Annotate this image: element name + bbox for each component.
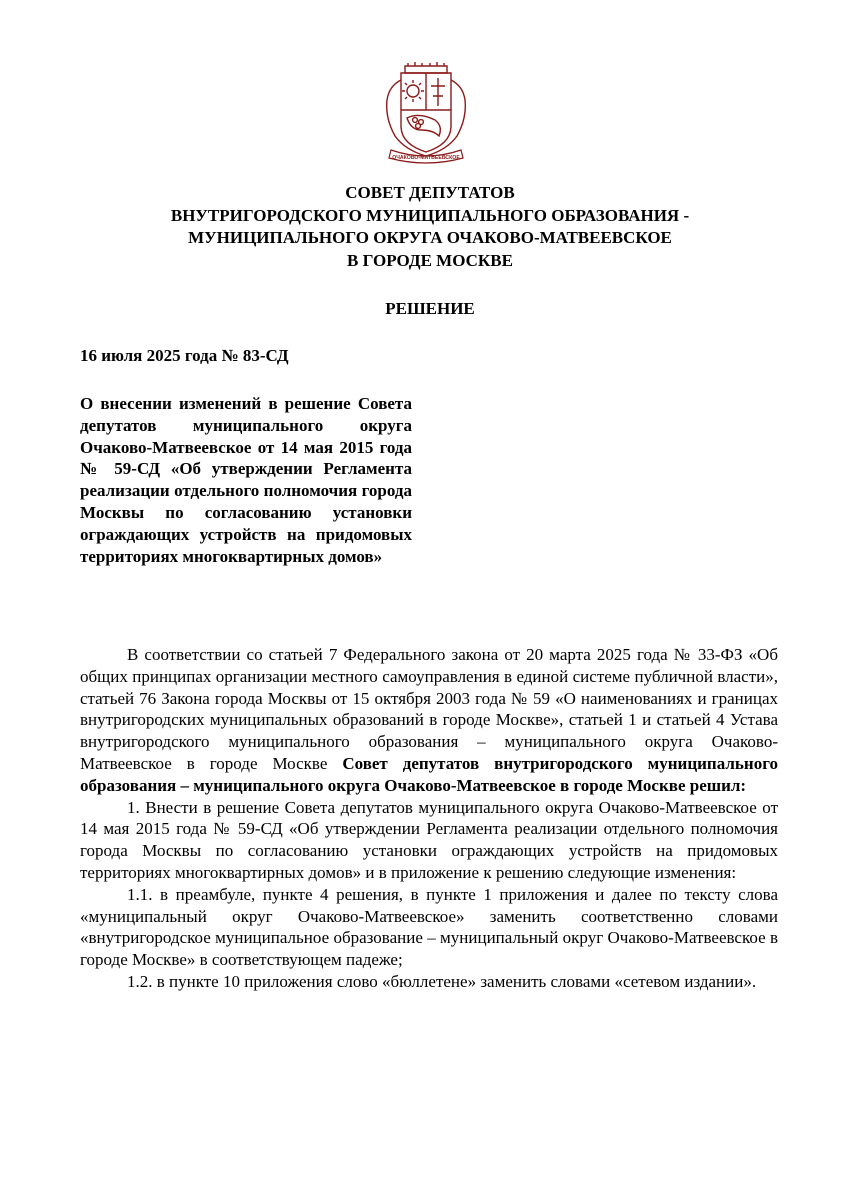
preamble-text: В соответствии со статьей 7 Федерального закона от 20 марта 2025 года № 33-ФЗ «Об общих принципах организации местного самоуправления в единой системе публичной власти», статьей 76 Закона города Москвы от 15 октября 2003 года № 59 «О наименованиях и границах внутригородских муниципальных образований в городе Москве», статьей 1 и статьей 4 Устава внутригородского муниципального образования – муниципального округа Очаково-Матвеевское в городе Москве bbox=[80, 645, 778, 773]
item-1-2: 1.2. в пункте 10 приложения слово «бюллетене» заменить словами «сетевом издании». bbox=[127, 971, 757, 991]
emblem-ribbon-text: ОЧАКОВО-МАТВЕЕВСКОЕ bbox=[392, 155, 460, 161]
item-1: 1. Внести в решение Совета депутатов муниципального округа Очаково-Матвеевское от 14 мая 2015 года № 59-СД «Об утверждении Регламента реализации отдельного полномочия города Москвы по согласованию установки ограждающих устройств на придомовых территориях многоквартирных домов» и в приложение к решению следующие изменения: bbox=[80, 797, 778, 882]
decision-subject: О внесении изменений в решение Совета депутатов муниципального округа Очаково-Матвеевское от 14 мая 2015 года № 59-СД «Об утверждении Регламента реализации отдельного полномочия города Москвы по согласованию установки ограждающих устройств на придомовых территориях многоквартирных домов» bbox=[80, 394, 412, 566]
document-header bbox=[60, 182, 800, 272]
header-line-4: В ГОРОДЕ МОСКВЕ bbox=[347, 250, 513, 270]
document-body bbox=[80, 644, 778, 993]
decision-title: РЕШЕНИЕ bbox=[385, 299, 475, 318]
municipal-coat-of-arms-icon bbox=[381, 60, 471, 164]
preamble-paragraph bbox=[80, 644, 778, 797]
decision-date-number: 16 июля 2025 года № 83-СД bbox=[80, 346, 289, 365]
header-line-1: СОВЕТ ДЕПУТАТОВ bbox=[345, 183, 515, 202]
item-1-1: 1.1. в преамбуле, пункте 4 решения, в пункте 1 приложения и далее по тексту слова «муниципальный округ Очаково-Матвеевское» заменить соответственно словами «внутригородское муниципальное образование – муниципальный округ Очаково-Матвеевское в городе Москве» в соответствующем падеже; bbox=[80, 884, 778, 970]
header-line-2: ВНУТРИГОРОДСКОГО МУНИЦИПАЛЬНОГО ОБРАЗОВАНИЯ - bbox=[170, 205, 690, 225]
preamble-resolution: Совет депутатов внутригородского муниципального образования – муниципального округа Очаково-Матвеевское в городе Москве решил: bbox=[80, 753, 778, 795]
header-line-3: МУНИЦИПАЛЬНОГО ОКРУГА ОЧАКОВО-МАТВЕЕВСКОЕ bbox=[188, 228, 672, 247]
